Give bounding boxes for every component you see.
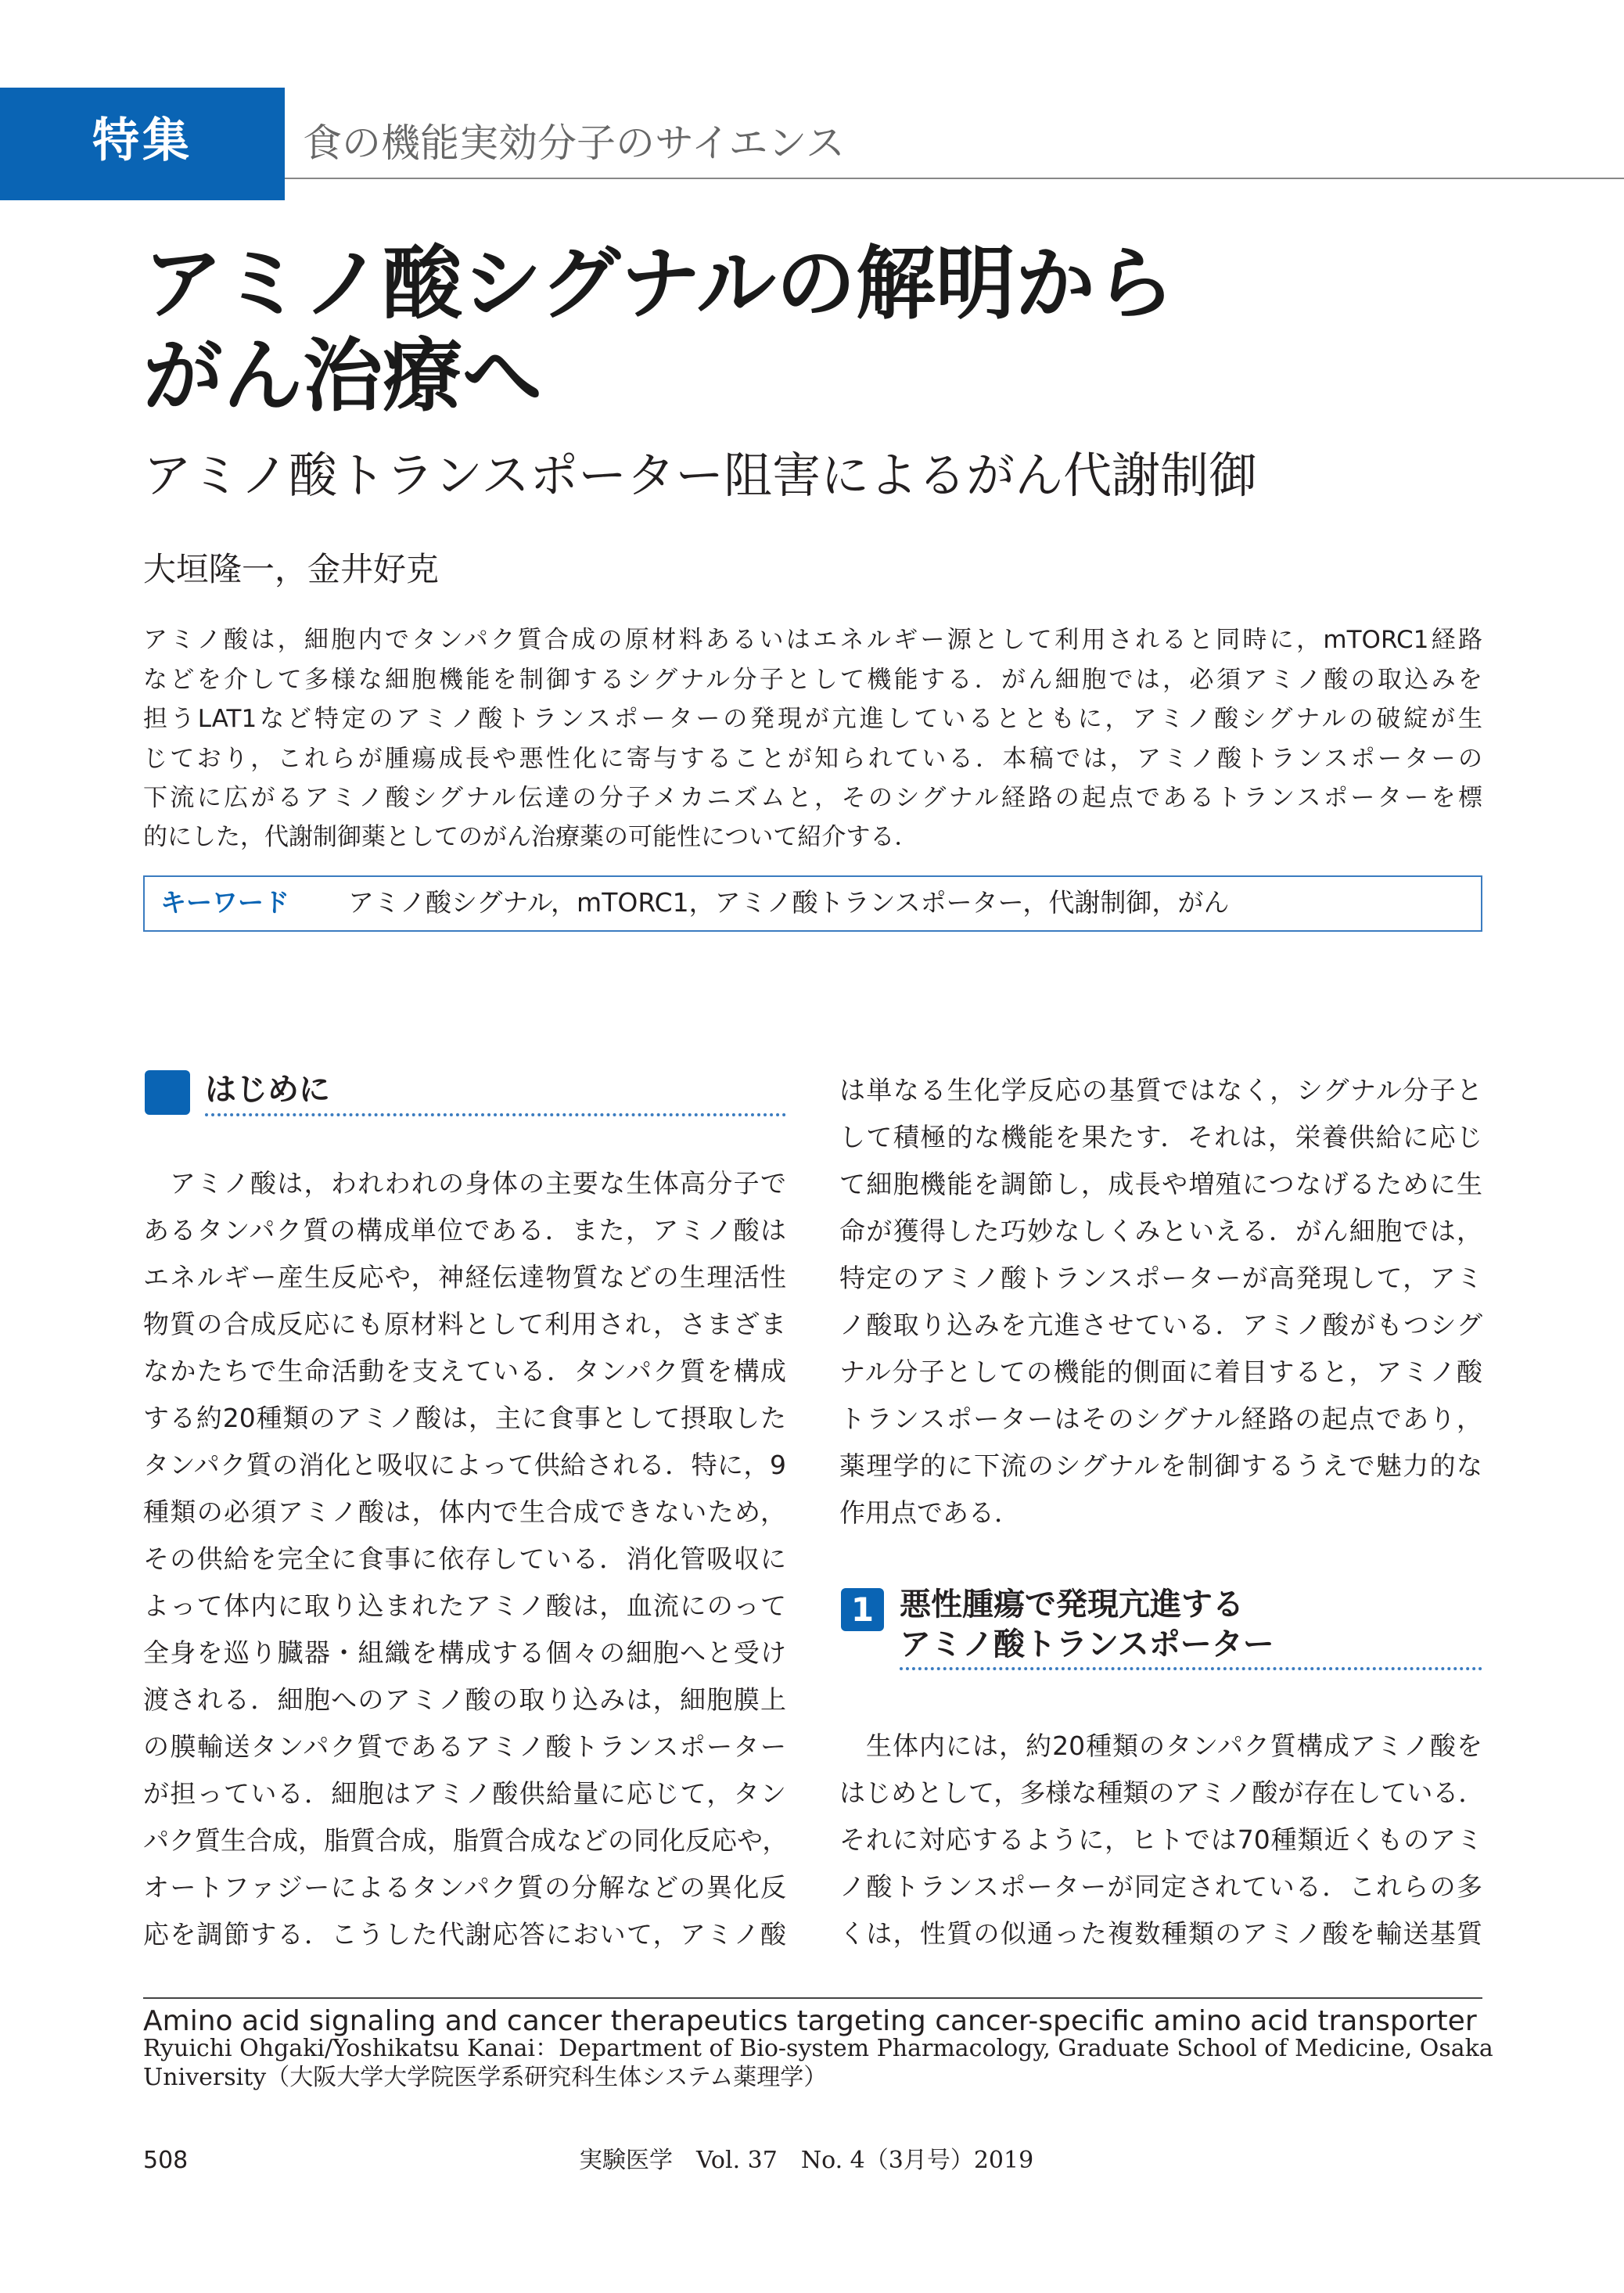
body-line: あるタンパク質の構成単位である．また，アミノ酸は	[143, 1215, 786, 1245]
affiliation-line: University（大阪大学大学院医学系研究科生体システム薬理学）	[143, 2064, 828, 2091]
affiliation-line: Ryuichi Ohgaki/Yoshikatsu Kanai：Department of Bio-system Pharmacology, Graduate School of Medicine, Osaka	[143, 2035, 1493, 2062]
section-heading-intro: はじめに	[205, 1072, 330, 1108]
body-line: ノ酸取り込みを亢進させている．アミノ酸がもつシグ	[839, 1310, 1482, 1340]
abstract-line: じており，これらが腫瘍成長や悪性化に寄与することが知られている．本稿では，アミノ酸トランスポーターの	[143, 745, 1482, 773]
body-line: て細胞機能を調節し，成長や増殖につなげるために生	[839, 1169, 1482, 1199]
heading-dotted-rule	[205, 1113, 786, 1116]
body-line: 渡される．細胞へのアミノ酸の取り込みは，細胞膜上	[143, 1684, 786, 1715]
footer-rule	[143, 1997, 1482, 1999]
section1-heading-line1: 悪性腫瘍で発現亢進する	[900, 1587, 1244, 1623]
body-line: はじめとして，多様な種類のアミノ酸が存在している．	[839, 1777, 1485, 1808]
body-line: なかたちで生命活動を支えている．タンパク質を構成	[143, 1356, 786, 1386]
body-line: して積極的な機能を果たす．それは，栄養供給に応じ	[839, 1122, 1482, 1152]
section-marker-icon	[145, 1070, 190, 1115]
header-series-title: 食の機能実効分子のサイエンス	[303, 120, 845, 166]
heading-dotted-rule	[900, 1667, 1482, 1670]
header-tag: 特集	[92, 113, 192, 168]
section1-heading-line2: アミノ酸トランスポーター	[900, 1626, 1274, 1662]
body-line: 特定のアミノ酸トランスポーターが高発現して，アミ	[839, 1263, 1482, 1293]
keyword-list: アミノ酸シグナル，mTORC1，アミノ酸トランスポーター，代謝制御，がん	[348, 887, 1230, 918]
authors: 大垣隆一，金井好克	[143, 550, 440, 588]
journal-citation: 実験医学 Vol. 37 No. 4（3月号）2019	[579, 2147, 1034, 2174]
body-line: オートファジーによるタンパク質の分解などの異化反	[143, 1872, 786, 1903]
body-line: パク質生合成，脂質合成，脂質合成などの同化反応や，	[143, 1825, 789, 1856]
body-line: それに対応するように，ヒトでは70種類近くものアミ	[839, 1824, 1482, 1855]
body-line: タンパク質の消化と吸収によって供給される．特に，9	[143, 1450, 786, 1480]
english-title: Amino acid signaling and cancer therapeutics targeting cancer-specific amino acid transporter	[143, 2005, 1477, 2037]
body-line: その供給を完全に食事に依存している．消化管吸収に	[143, 1544, 786, 1574]
body-line: 薬理学的に下流のシグナルを制御するうえで魅力的な	[839, 1450, 1482, 1481]
article-title-line2: がん治療へ	[143, 330, 542, 423]
page-number: 508	[143, 2147, 189, 2174]
abstract-line: 的にした，代謝制御薬としてのがん治療薬の可能性について紹介する．	[143, 823, 919, 851]
body-line: ノ酸トランスポーターが同定されている．これらの多	[839, 1871, 1482, 1902]
abstract-line: アミノ酸は，細胞内でタンパク質合成の原材料あるいはエネルギー源として利用されると同時に，mTORC1経路	[143, 626, 1482, 654]
abstract-line: などを介して多様な細胞機能を制御するシグナル分子として機能する．がん細胞では，必須アミノ酸の取込みを	[143, 666, 1482, 694]
body-line: する約20種類のアミノ酸は，主に食事として摂取した	[143, 1403, 786, 1433]
body-line: 全身を巡り臓器・組織を構成する個々の細胞へと受け	[143, 1637, 786, 1668]
body-line: 命が獲得した巧妙なしくみといえる．がん細胞では，	[839, 1216, 1483, 1246]
body-line: エネルギー産生反応や，神経伝達物質などの生理活性	[143, 1262, 786, 1292]
abstract-line: 下流に広がるアミノ酸シグナル伝達の分子メカニズムと，そのシグナル経路の起点であるトランスポーターを標	[143, 784, 1482, 812]
body-line: アミノ酸は，われわれの身体の主要な生体高分子で	[170, 1168, 786, 1199]
body-line: 物質の合成反応にも原材料として利用され，さまざま	[143, 1309, 786, 1339]
body-line: ナル分子としての機能的側面に着目すると，アミノ酸	[839, 1357, 1482, 1387]
header-rule	[285, 178, 1624, 179]
body-line: 種類の必須アミノ酸は，体内で生合成できないため，	[143, 1497, 786, 1527]
body-line: の膜輸送タンパク質であるアミノ酸トランスポーター	[143, 1731, 786, 1762]
article-subtitle: アミノ酸トランスポーター阻害によるがん代謝制御	[143, 447, 1258, 504]
keyword-label: キーワード	[160, 887, 289, 918]
article-title-line1: アミノ酸シグナルの解明から	[143, 238, 1175, 331]
body-line: 応を調節する．こうした代謝応答において，アミノ酸	[143, 1919, 786, 1950]
body-line: よって体内に取り込まれたアミノ酸は，血流にのって	[143, 1590, 786, 1621]
body-line: は単なる生化学反応の基質ではなく，シグナル分子と	[839, 1075, 1482, 1105]
body-line: 生体内には，約20種類のタンパク質構成アミノ酸を	[866, 1731, 1482, 1761]
body-line: が担っている．細胞はアミノ酸供給量に応じて，タン	[143, 1778, 786, 1809]
body-line: トランスポーターはそのシグナル経路の起点であり，	[839, 1403, 1482, 1434]
abstract-line: 担うLAT1など特定のアミノ酸トランスポーターの発現が亢進しているとともに，アミノ酸シグナルの破綻が生	[143, 705, 1482, 733]
body-line: くは，性質の似通った複数種類のアミノ酸を輸送基質	[839, 1918, 1482, 1949]
section-number-badge: 1	[841, 1588, 884, 1631]
body-line: 作用点である．	[839, 1497, 1020, 1528]
